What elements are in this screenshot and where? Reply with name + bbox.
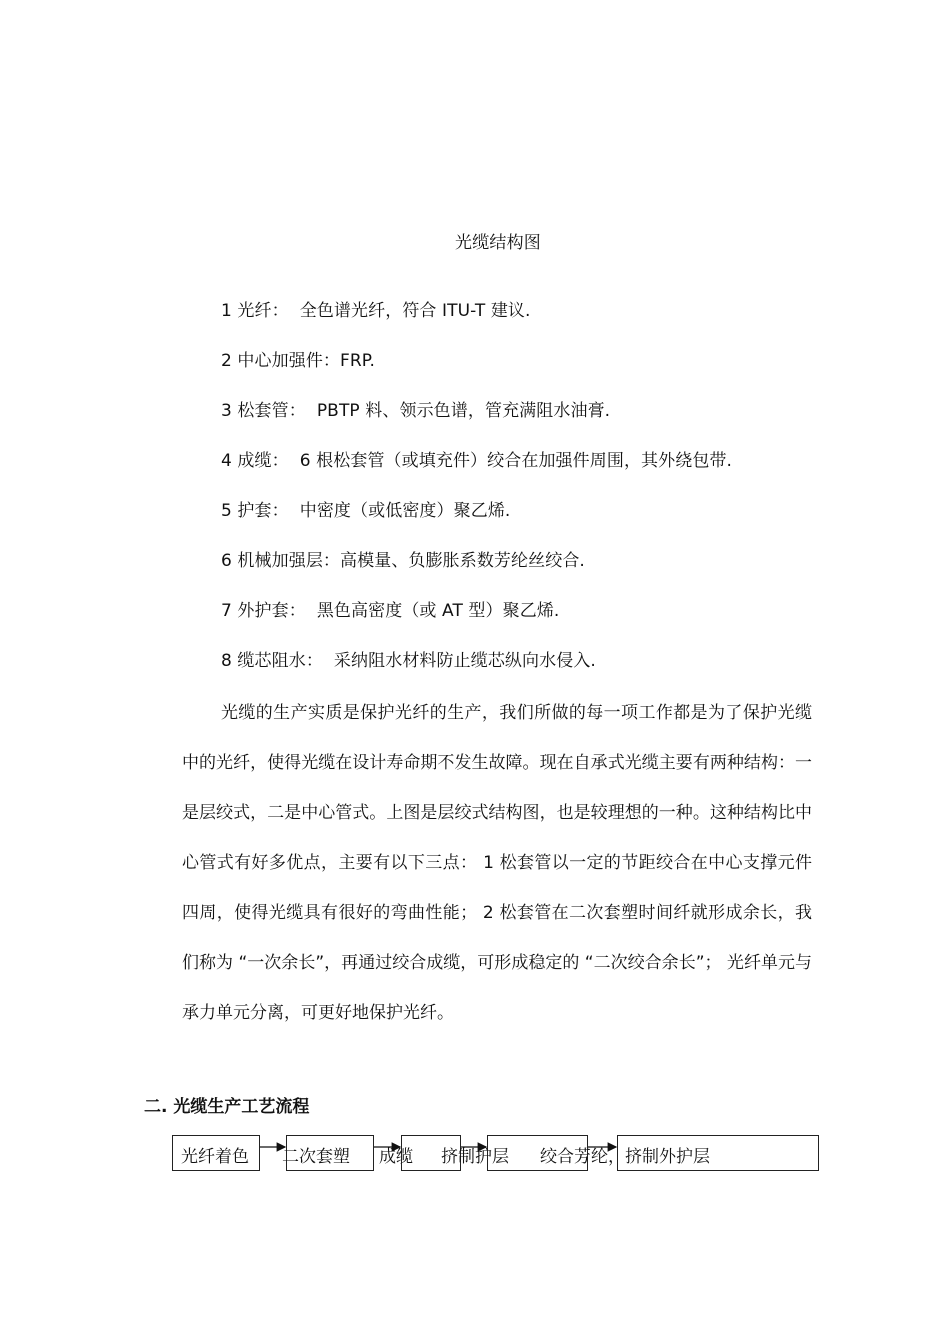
spec-item-loose-tube: 3 松套管： PBTP 料、领示色谱，管充满阻水油膏.	[221, 401, 611, 421]
spec-item-mechanical-layer: 6 机械加强层：高模量、负膨胀系数芳纶丝绞合.	[221, 551, 585, 571]
spec-item-strength-member: 2 中心加强件：FRP.	[221, 351, 376, 371]
spec-item-outer-sheath: 7 外护套： 黑色高密度（或 AT 型）聚乙烯.	[221, 601, 560, 621]
flow-step-coloring: 光纤着色	[181, 1147, 249, 1167]
flow-step-secondary-coating: 二次套塑	[282, 1147, 350, 1167]
body-paragraph: 光缆的生产实质是保护光纤的生产，我们所做的每一项工作都是为了保护光缆中的光纤，使得光缆在设计寿命期不发生故障。现在自承式光缆主要有两种结构：一是层绞式，二是中心管式。上图是层绞式结构图，也是较理想的一种。这种结构比中心管式有好多优点，主要有以下三点： 1 松套管以一定的节距绞合在中心支撑元件四周，使得光缆具有很好的弯曲性能； 2 松套管在二次套塑时间纤就形成余长，我们称为 “一次余长”，再通过绞合成缆，可形成稳定的 “二次绞合余长”； 光纤单元与承力单元分离，可更好地保护光纤。	[182, 703, 812, 1023]
spec-item-core-water-block: 8 缆芯阻水： 采纳阻水材料防止缆芯纵向水侵入.	[221, 651, 596, 671]
section-heading: 二. 光缆生产工艺流程	[144, 1097, 310, 1117]
flow-step-aramid-outer-sheath: 绞合芳纶，挤制外护层	[540, 1147, 710, 1167]
flow-step-cabling: 成缆	[379, 1147, 413, 1167]
flow-step-sheathing: 挤制护层	[441, 1147, 509, 1167]
spec-item-cabling: 4 成缆： 6 根松套管（或填充件）绞合在加强件周围，其外绕包带.	[221, 451, 733, 471]
figure-caption: 光缆结构图	[455, 233, 541, 253]
spec-item-fiber: 1 光纤： 全色谱光纤，符合 ITU-T 建议.	[221, 301, 531, 321]
spec-item-sheath: 5 护套： 中密度（或低密度）聚乙烯.	[221, 501, 511, 521]
